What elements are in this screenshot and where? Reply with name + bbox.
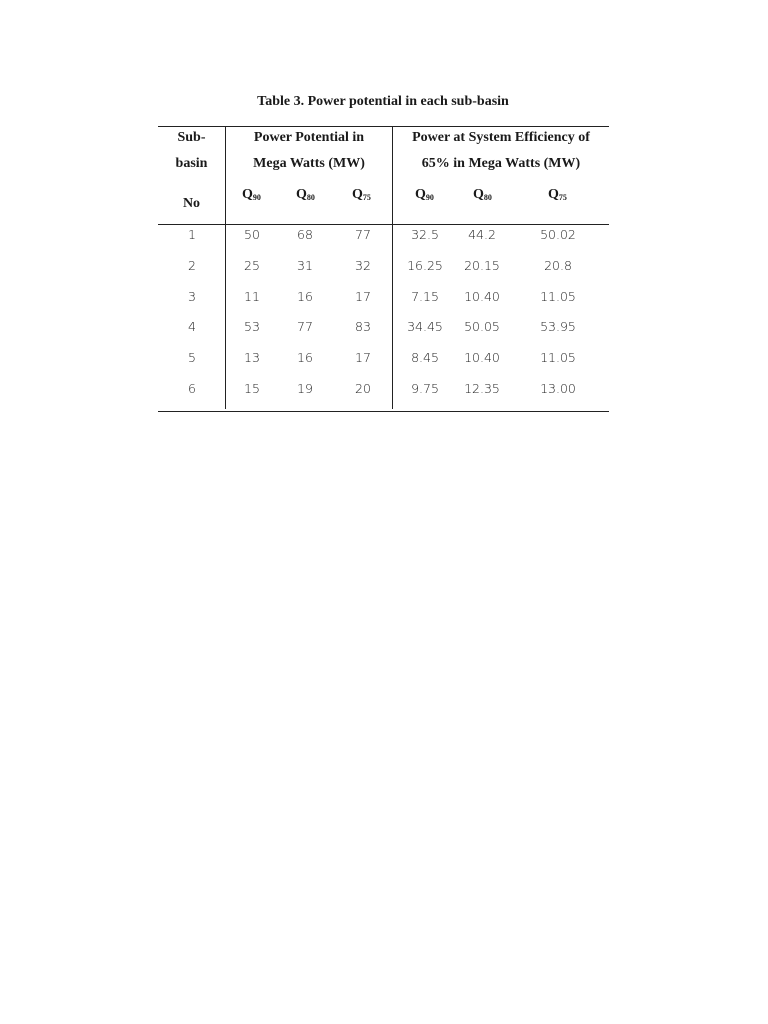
subheader-q80-potential: $Q_{80}$ bbox=[296, 187, 315, 202]
table-cell: 10.40 bbox=[464, 350, 500, 365]
table-cell: 50 bbox=[244, 227, 260, 242]
power-potential-table bbox=[158, 126, 609, 412]
header-subbasin-line2: basin bbox=[175, 156, 208, 171]
table-cell: 7.15 bbox=[411, 289, 439, 304]
table-cell: 25 bbox=[244, 258, 260, 273]
header-system-efficiency-line2: 65% in Mega Watts (MW) bbox=[421, 156, 581, 171]
table-cell: 16 bbox=[297, 289, 313, 304]
table-cell: 11 bbox=[244, 289, 260, 304]
table-cell: 13.00 bbox=[540, 381, 576, 396]
table-cell: 17 bbox=[355, 350, 371, 365]
header-divider bbox=[158, 224, 609, 225]
table-cell: 10.40 bbox=[464, 289, 500, 304]
table-cell: 31 bbox=[297, 258, 313, 273]
subheader-q90-efficiency: $Q_{90}$ bbox=[415, 187, 434, 202]
table-cell: 6 bbox=[188, 381, 196, 396]
table-cell: 77 bbox=[355, 227, 371, 242]
table-cell: 2 bbox=[188, 258, 196, 273]
table-cell: 11.05 bbox=[540, 289, 576, 304]
table-cell: 3 bbox=[188, 289, 196, 304]
header-system-efficiency-line1: Power at System Efficiency of bbox=[412, 130, 590, 145]
table-cell: 20.15 bbox=[464, 258, 500, 273]
table-cell: 53.95 bbox=[540, 319, 576, 334]
table-cell: 32 bbox=[355, 258, 371, 273]
table-cell: 34.45 bbox=[407, 319, 443, 334]
table-cell: 50.02 bbox=[540, 227, 576, 242]
table-cell: 17 bbox=[355, 289, 371, 304]
table-cell: 4 bbox=[188, 319, 196, 334]
table-cell: 53 bbox=[244, 319, 260, 334]
table-cell: 50.05 bbox=[464, 319, 500, 334]
header-subbasin-line3: No bbox=[182, 196, 201, 211]
table-cell: 15 bbox=[244, 381, 260, 396]
table-cell: 44.2 bbox=[468, 227, 496, 242]
table-cell: 16 bbox=[297, 350, 313, 365]
table-cell: 20.8 bbox=[544, 258, 572, 273]
header-subbasin-line1: Sub- bbox=[177, 130, 206, 145]
table-cell: 11.05 bbox=[540, 350, 576, 365]
table-cell: 9.75 bbox=[411, 381, 439, 396]
table-cell: 68 bbox=[297, 227, 313, 242]
table-cell: 12.35 bbox=[464, 381, 500, 396]
header-power-potential-line2: Mega Watts (MW) bbox=[253, 156, 365, 171]
table-cell: 13 bbox=[244, 350, 260, 365]
subheader-q75-potential: $Q_{75}$ bbox=[352, 187, 371, 202]
table-cell: 1 bbox=[188, 227, 196, 242]
table-cell: 83 bbox=[355, 319, 371, 334]
subheader-q75-efficiency: $Q_{75}$ bbox=[548, 187, 567, 202]
table-cell: 32.5 bbox=[411, 227, 439, 242]
table-caption: Table 3. Power potential in each sub-basin bbox=[257, 94, 509, 109]
subheader-q80-efficiency: $Q_{80}$ bbox=[473, 187, 492, 202]
table-cell: 20 bbox=[355, 381, 371, 396]
subheader-q90-potential: $Q_{90}$ bbox=[242, 187, 261, 202]
header-power-potential-line1: Power Potential in bbox=[253, 130, 365, 145]
table-cell: 5 bbox=[188, 350, 196, 365]
table-cell: 16.25 bbox=[407, 258, 443, 273]
table-cell: 19 bbox=[297, 381, 313, 396]
table-cell: 8.45 bbox=[411, 350, 439, 365]
table-cell: 77 bbox=[297, 319, 313, 334]
